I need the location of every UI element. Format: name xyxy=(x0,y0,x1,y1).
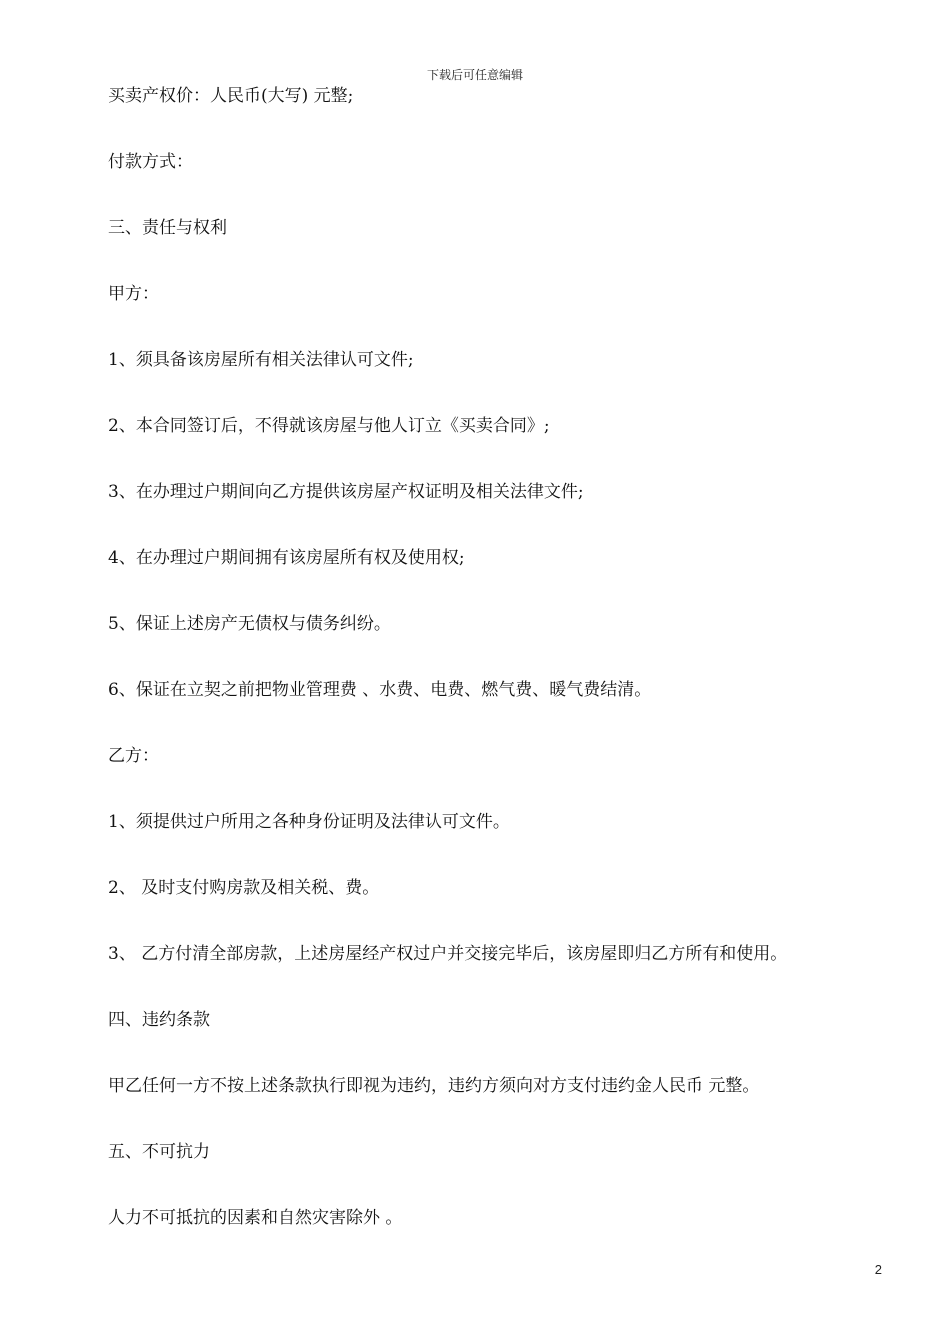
contract-clause: 人力不可抵抗的因素和自然灾害除外 。 xyxy=(108,1208,403,1228)
contract-clause: 3、在办理过户期间向乙方提供该房屋产权证明及相关法律文件; xyxy=(108,482,584,502)
contract-clause: 6、保证在立契之前把物业管理费 、水费、电费、燃气费、暖气费结清。 xyxy=(108,680,652,700)
party-heading: 乙方： xyxy=(108,746,159,766)
contract-clause: 5、保证上述房产无债权与债务纠纷。 xyxy=(108,614,391,634)
header-note: 下载后可任意编辑 xyxy=(426,68,523,82)
contract-clause: 2、 及时支付购房款及相关税、费。 xyxy=(108,878,380,898)
contract-line: 付款方式： xyxy=(108,152,193,172)
contract-clause: 3、 乙方付清全部房款，上述房屋经产权过户并交接完毕后，该房屋即归乙方所有和使用。 xyxy=(108,944,788,964)
contract-clause: 4、在办理过户期间拥有该房屋所有权及使用权; xyxy=(108,548,465,568)
party-heading: 甲方： xyxy=(108,284,159,304)
section-heading: 四、违约条款 xyxy=(108,1010,210,1030)
section-heading: 三、责任与权利 xyxy=(108,218,227,238)
section-heading: 五、不可抗力 xyxy=(108,1142,210,1162)
contract-clause: 1、须提供过户所用之各种身份证明及法律认可文件。 xyxy=(108,812,510,832)
contract-clause: 2、本合同签订后，不得就该房屋与他人订立《买卖合同》; xyxy=(108,416,550,436)
contract-clause: 1、须具备该房屋所有相关法律认可文件; xyxy=(108,350,414,370)
page-number: 2 xyxy=(874,1262,882,1277)
contract-line: 买卖产权价：人民币(大写) 元整; xyxy=(108,86,354,106)
contract-clause: 甲乙任何一方不按上述条款执行即视为违约，违约方须向对方支付违约金人民币 元整。 xyxy=(108,1076,760,1096)
